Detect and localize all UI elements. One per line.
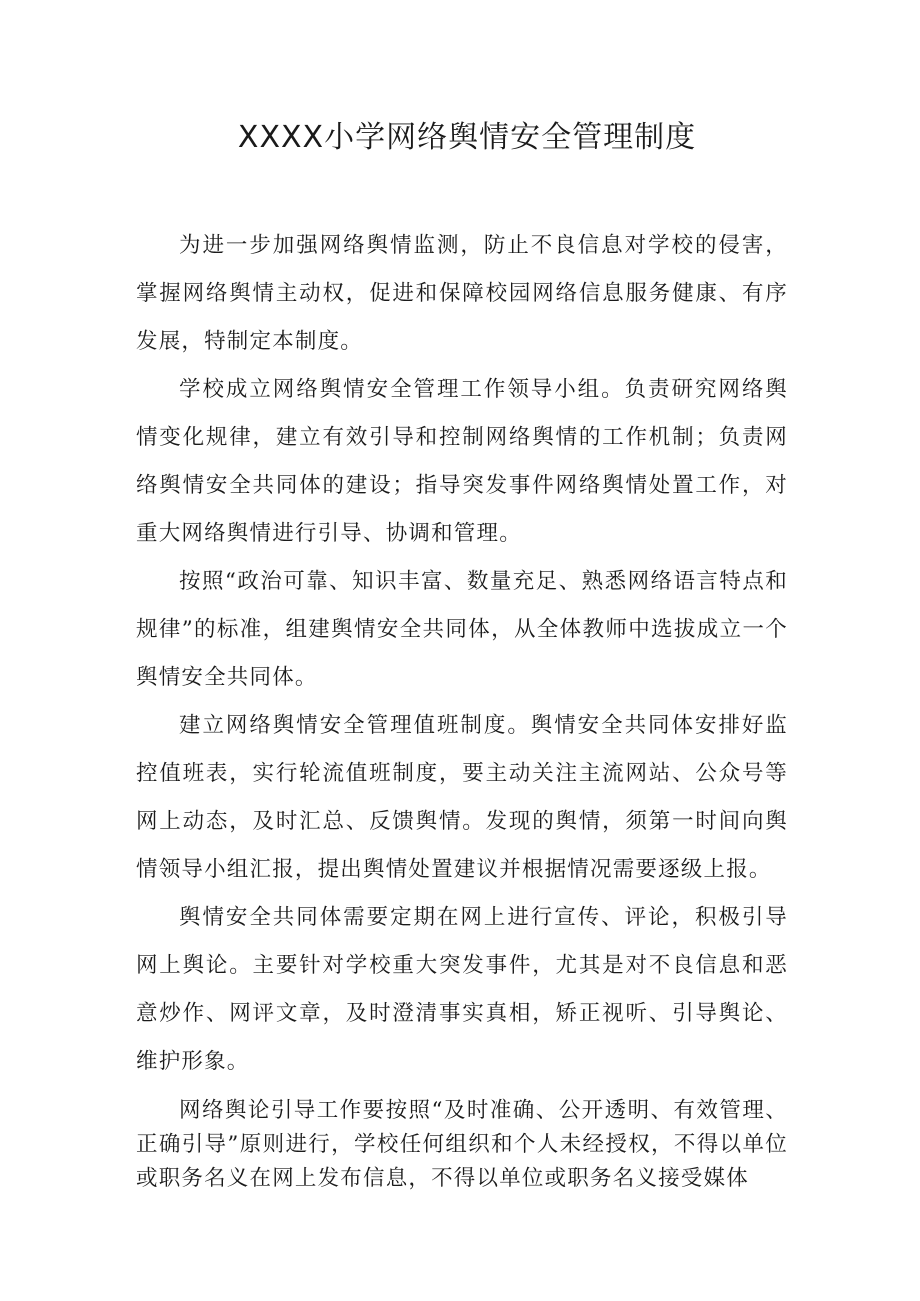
paragraph-community-standard: 按照“政治可靠、知识丰富、数量充足、熟悉网络语言特点和规律”的标准，组建舆情安全共同体，从全体教师中选拔成立一个舆情安全共同体。 (136, 569, 788, 690)
paragraph-duty-system: 建立网络舆情安全管理值班制度。舆情安全共同体安排好监控值班表，实行轮流值班制度，要主动关注主流网站、公众号等网上动态，及时汇总、反馈舆情。发现的舆情，须第一时间向舆情领导小组汇报，提出舆情处置建议并根据情况需要逐级上报。 (136, 713, 788, 882)
document-body (136, 222, 788, 1196)
document-title: XXXX小学网络舆情安全管理制度 (237, 120, 697, 155)
paragraph-purpose: 为进一步加强网络舆情监测，防止不良信息对学校的侵害，掌握网络舆情主动权，促进和保障校园网络信息服务健康、有序发展，特制定本制度。 (136, 233, 788, 354)
paragraph-guidance-principles: 网络舆论引导工作要按照“及时准确、公开透明、有效管理、正确引导”原则进行，学校任何组织和个人未经授权，不得以单位或职务名义在网上发布信息，不得以单位或职务名义接受媒体 (136, 1098, 788, 1191)
paragraph-online-guidance: 舆情安全共同体需要定期在网上进行宣传、评论，积极引导网上舆论。主要针对学校重大突发事件，尤其是对不良信息和恶意炒作、网评文章，及时澄清事实真相，矫正视听、引导舆论、维护形象。 (136, 905, 788, 1074)
paragraph-leadership-group: 学校成立网络舆情安全管理工作领导小组。负责研究网络舆情变化规律，建立有效引导和控制网络舆情的工作机制；负责网络舆情安全共同体的建设；指导突发事件网络舆情处置工作，对重大网络舆情进行引导、协调和管理。 (136, 377, 788, 546)
